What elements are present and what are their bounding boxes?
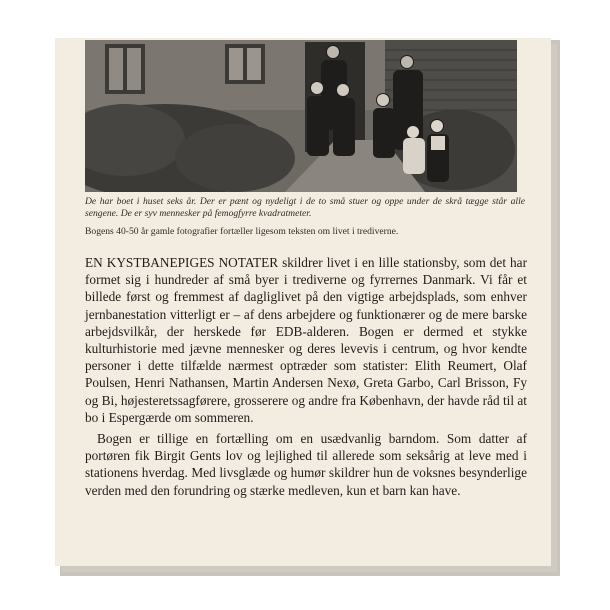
photo-note: Bogens 40-50 år gamle fotografier fortæller ligesom teksten om livet i trediverne. (85, 226, 399, 237)
paragraph-2: Bogen er tillige en fortælling om en usædvanlig barndom. Som datter af portøren fik Birgit Gents lov og lejlighed til allerede som seksårig at leve med i stationens hverdag. Med livsglæde og humør skildrer hun de voksnes besynderlige verden med den forundring og stærke medleven, kun et barn kan have. (85, 431, 527, 498)
book-title: EN KYSTBANEPIGES NOTATER (85, 255, 279, 270)
paragraph-1 (85, 254, 527, 426)
photo-caption: De har boet i huset seks år. Der er pænt og nydeligt i de to små stuer og oppe under de skrå tægge står alle sengene. De er syv mennesker på femogfyrre kvadratmeter. (85, 196, 525, 219)
paragraph-1-text: skildrer livet i en lille stationsby, som det har formet sig i hundreder af små byer i trediverne og fyrrernes Danmark. Vi får et billede først og fremmest af dagliglivet på den vigtige arbejdsplads, som enhver jernbanestation vitterligt er – af dens arbejdere og funktionærer og de mere barske arbejdsvilkår, der herskede før EDB-alderen. Bogen er dermed et stykke kulturhistorie med jævne mennesker og deres levevis i centrum, og hvor kendte personer i dette tilfælde nærmest optræder som statister: Elith Reumert, Olaf Poulsen, Henri Nathansen, Martin Andersen Nexø, Greta Garbo, Carl Brisson, Fy og Bi, højesteretssagførere, grosserere og andre fra København, der havde råd til at bo i Espergærde om sommeren. (85, 255, 527, 425)
book-page (55, 38, 551, 566)
family-photograph (85, 40, 517, 192)
book-description (85, 254, 527, 499)
